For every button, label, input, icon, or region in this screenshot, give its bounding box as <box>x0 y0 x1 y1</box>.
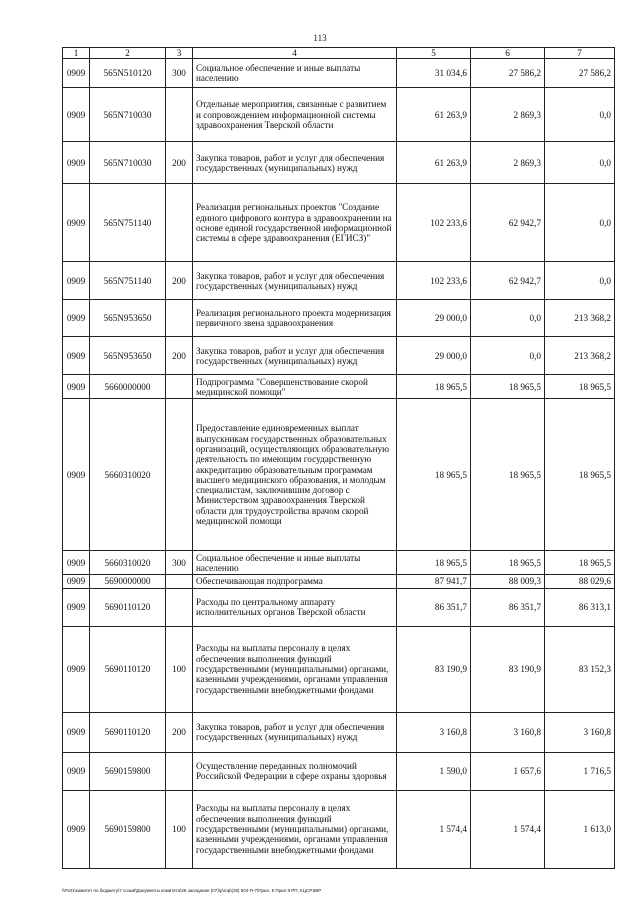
expense-name: Реализация регионального проекта модернизация первичного звена здравоохранения <box>193 300 397 337</box>
section-code: 0909 <box>63 752 90 790</box>
amount-year-3: 18 965,5 <box>545 399 615 551</box>
table-row <box>63 626 615 712</box>
target-article-code: 5690110120 <box>90 588 166 626</box>
expense-type-code: 200 <box>166 262 193 300</box>
expense-name: Закупка товаров, работ и услуг для обеспечения государственных (муниципальных) нужд <box>193 337 397 375</box>
section-code: 0909 <box>63 142 90 184</box>
section-code: 0909 <box>63 337 90 375</box>
expense-name: Расходы по центральному аппарату исполнительных органов Тверской области <box>193 588 397 626</box>
expense-name: Расходы на выплаты персоналу в целях обеспечения выполнения функций государственными (муниципальными) органами, казенными учреждениями, органами управления государственными внебюджетными фондами <box>193 626 397 712</box>
amount-year-1: 29 000,0 <box>397 337 471 375</box>
budget-table <box>62 47 615 869</box>
table-row <box>63 59 615 88</box>
amount-year-1: 102 233,6 <box>397 184 471 262</box>
section-code: 0909 <box>63 712 90 752</box>
expense-name: Социальное обеспечение и иные выплаты населению <box>193 59 397 88</box>
amount-year-1: 29 000,0 <box>397 300 471 337</box>
amount-year-1: 61 263,9 <box>397 88 471 142</box>
column-header: 6 <box>471 48 545 59</box>
target-article-code: 5690159800 <box>90 752 166 790</box>
expense-type-code <box>166 575 193 588</box>
amount-year-2: 1 574,4 <box>471 790 545 868</box>
target-article-code: 5690110120 <box>90 712 166 752</box>
section-code: 0909 <box>63 262 90 300</box>
expense-type-code: 200 <box>166 337 193 375</box>
expense-name: Расходы на выплаты персоналу в целях обеспечения выполнения функций государственными (муниципальными) органами, казенными учреждениями, органами управления государственными внебюджетными фондами <box>193 790 397 868</box>
table-row <box>63 300 615 337</box>
expense-name: Реализация региональных проектов "Создание единого цифрового контура в здравоохранении на основе единой государственной информационной системы в сфере здравоохранения (ЕГИСЗ)" <box>193 184 397 262</box>
column-header: 4 <box>193 48 397 59</box>
footer-file-path: \\Fs01\комитет по бюджету\7 созыв\Документы комитета\28 заседание (07)\р\гор\(28) 504-П-7\Прил. 5 Прил 8 РП, КЦСР,КВР <box>62 888 322 893</box>
expense-type-code: 100 <box>166 626 193 712</box>
page-number: 113 <box>313 33 327 43</box>
target-article-code: 565N953650 <box>90 300 166 337</box>
section-code: 0909 <box>63 626 90 712</box>
amount-year-1: 86 351,7 <box>397 588 471 626</box>
amount-year-3: 86 313,1 <box>545 588 615 626</box>
column-header: 2 <box>90 48 166 59</box>
section-code: 0909 <box>63 399 90 551</box>
amount-year-1: 3 160,8 <box>397 712 471 752</box>
table-row <box>63 399 615 551</box>
amount-year-1: 83 190,9 <box>397 626 471 712</box>
amount-year-3: 83 152,3 <box>545 626 615 712</box>
expense-name: Обеспечивающая подпрограмма <box>193 575 397 588</box>
amount-year-2: 2 869,3 <box>471 88 545 142</box>
column-header: 3 <box>166 48 193 59</box>
amount-year-1: 18 965,5 <box>397 399 471 551</box>
amount-year-2: 62 942,7 <box>471 184 545 262</box>
section-code: 0909 <box>63 575 90 588</box>
amount-year-2: 18 965,5 <box>471 399 545 551</box>
section-code: 0909 <box>63 790 90 868</box>
amount-year-1: 1 574,4 <box>397 790 471 868</box>
expense-type-code <box>166 88 193 142</box>
amount-year-3: 213 368,2 <box>545 300 615 337</box>
expense-type-code: 200 <box>166 712 193 752</box>
amount-year-1: 61 263,9 <box>397 142 471 184</box>
amount-year-2: 0,0 <box>471 300 545 337</box>
amount-year-3: 27 586,2 <box>545 59 615 88</box>
table-row <box>63 551 615 575</box>
target-article-code: 565N710030 <box>90 142 166 184</box>
section-code: 0909 <box>63 88 90 142</box>
section-code: 0909 <box>63 59 90 88</box>
amount-year-2: 18 965,5 <box>471 551 545 575</box>
amount-year-3: 18 965,5 <box>545 551 615 575</box>
amount-year-2: 0,0 <box>471 337 545 375</box>
amount-year-2: 62 942,7 <box>471 262 545 300</box>
target-article-code: 5690159800 <box>90 790 166 868</box>
amount-year-2: 88 009,3 <box>471 575 545 588</box>
expense-type-code: 200 <box>166 142 193 184</box>
amount-year-1: 31 034,6 <box>397 59 471 88</box>
section-code: 0909 <box>63 588 90 626</box>
target-article-code: 565N953650 <box>90 337 166 375</box>
amount-year-3: 213 368,2 <box>545 337 615 375</box>
target-article-code: 5660310020 <box>90 399 166 551</box>
target-article-code: 5660000000 <box>90 375 166 399</box>
expense-type-code <box>166 375 193 399</box>
amount-year-2: 3 160,8 <box>471 712 545 752</box>
amount-year-1: 102 233,6 <box>397 262 471 300</box>
amount-year-3: 0,0 <box>545 88 615 142</box>
expense-name: Отдельные мероприятия, связанные с развитием и сопровождением информационной системы здравоохранения Тверской области <box>193 88 397 142</box>
amount-year-3: 18 965,5 <box>545 375 615 399</box>
amount-year-3: 3 160,8 <box>545 712 615 752</box>
amount-year-3: 0,0 <box>545 262 615 300</box>
expense-type-code <box>166 752 193 790</box>
table-row <box>63 337 615 375</box>
expense-name: Социальное обеспечение и иные выплаты населению <box>193 551 397 575</box>
table-header-row <box>63 48 615 59</box>
target-article-code: 5660310020 <box>90 551 166 575</box>
amount-year-2: 83 190,9 <box>471 626 545 712</box>
expense-type-code <box>166 399 193 551</box>
table-row <box>63 752 615 790</box>
expense-name: Осуществление переданных полномочий Российской Федерации в сфере охраны здоровья <box>193 752 397 790</box>
amount-year-1: 87 941,7 <box>397 575 471 588</box>
table-row <box>63 262 615 300</box>
column-header: 7 <box>545 48 615 59</box>
amount-year-3: 1 716,5 <box>545 752 615 790</box>
amount-year-2: 86 351,7 <box>471 588 545 626</box>
table-row <box>63 142 615 184</box>
amount-year-1: 18 965,5 <box>397 375 471 399</box>
section-code: 0909 <box>63 551 90 575</box>
amount-year-3: 0,0 <box>545 142 615 184</box>
table-row <box>63 588 615 626</box>
section-code: 0909 <box>63 184 90 262</box>
target-article-code: 5690000000 <box>90 575 166 588</box>
amount-year-2: 1 657,6 <box>471 752 545 790</box>
expense-type-code: 100 <box>166 790 193 868</box>
expense-name: Закупка товаров, работ и услуг для обеспечения государственных (муниципальных) нужд <box>193 712 397 752</box>
target-article-code: 565N510120 <box>90 59 166 88</box>
table-row <box>63 88 615 142</box>
expense-type-code: 300 <box>166 551 193 575</box>
column-header: 1 <box>63 48 90 59</box>
target-article-code: 565N710030 <box>90 88 166 142</box>
amount-year-2: 2 869,3 <box>471 142 545 184</box>
table-row <box>63 375 615 399</box>
section-code: 0909 <box>63 300 90 337</box>
amount-year-2: 27 586,2 <box>471 59 545 88</box>
amount-year-1: 18 965,5 <box>397 551 471 575</box>
table-row <box>63 712 615 752</box>
expense-type-code: 300 <box>166 59 193 88</box>
column-header: 5 <box>397 48 471 59</box>
expense-name: Предоставление единовременных выплат выпускникам государственных образовательных организаций, осуществляющих образовательную деятельность по имеющим государственную аккредитацию образовательным программам высшего медицинского образования, и молодым специалистам, заключившим договор с Министерством здравоохранения Тверской области для трудоустройства врачом скорой медицинской помощи <box>193 399 397 551</box>
expense-name: Закупка товаров, работ и услуг для обеспечения государственных (муниципальных) нужд <box>193 142 397 184</box>
amount-year-2: 18 965,5 <box>471 375 545 399</box>
amount-year-1: 1 590,0 <box>397 752 471 790</box>
target-article-code: 565N751140 <box>90 262 166 300</box>
table-row <box>63 790 615 868</box>
expense-name: Подпрограмма "Совершенствование скорой медицинской помощи" <box>193 375 397 399</box>
expense-type-code <box>166 184 193 262</box>
amount-year-3: 1 613,0 <box>545 790 615 868</box>
expense-type-code <box>166 588 193 626</box>
section-code: 0909 <box>63 375 90 399</box>
target-article-code: 5690110120 <box>90 626 166 712</box>
target-article-code: 565N751140 <box>90 184 166 262</box>
expense-type-code <box>166 300 193 337</box>
amount-year-3: 0,0 <box>545 184 615 262</box>
expense-name: Закупка товаров, работ и услуг для обеспечения государственных (муниципальных) нужд <box>193 262 397 300</box>
table-row <box>63 575 615 588</box>
table-row <box>63 184 615 262</box>
amount-year-3: 88 029,6 <box>545 575 615 588</box>
